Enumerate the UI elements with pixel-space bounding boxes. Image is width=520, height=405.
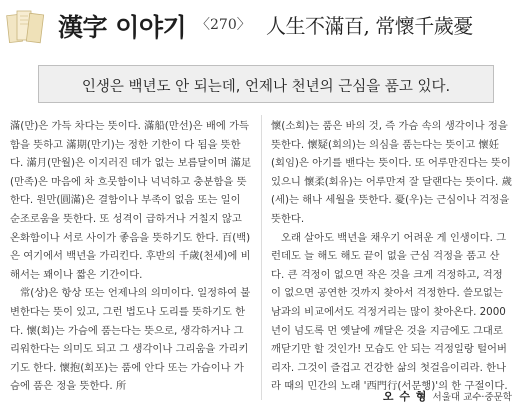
column-divider [261,115,262,400]
author-name: 오 수 형 [382,390,428,403]
body-column-left [10,117,253,396]
series-number: 〈270〉 [196,17,251,33]
body-paragraph: 滿(만)은 가득 차다는 뜻이다. 滿船(만선)은 배에 가득함을 뜻하고 滿期(만기)는 정한 기한이 다 됨을 뜻한다. 滿月(만월)은 이지러진 데가 없는 보름달이며 滿足(만족)은 마음에 차 흐뭇함이나 넉넉하고 충분함을 뜻한다. 원만(圓滿)은 결함이나 부족이 없음 또는 일이 순조로움을 뜻한다. 또 성격이 급하거나 거칠지 않고 온화함이나 서로 사이가 좋음을 뜻하기도 한다. 百(백)은 여기에서 백년을 가리킨다. 후반의 千歲(천세)에 비해서는 꽤이나 짧은 기간이다. [10,120,252,281]
subtitle-box [38,65,494,103]
body-paragraph: 常(상)은 항상 또는 언제나의 의미이다. 일정하여 불변한다는 뜻이 있고, 그런 법도나 도리를 뜻하기도 한다. 懷(회)는 가슴에 품는다는 뜻으로, 생각하거나 그리워한다는 의미도 되고 그 생각이나 그리움을 가리키기도 한다. 懷抱(회포)는 품에 안다 또는 가슴이나 가슴에 품은 정을 뜻한다. 所 [10,287,251,393]
body-paragraph: 懷(소회)는 품은 바의 것, 즉 가슴 속의 생각이나 정을 뜻한다. 懷疑(회의)는 의심을 품는다는 뜻이고 懷妊(회임)은 아기를 밴다는 뜻이다. 또 어루만진다는 뜻이 있으니 懷柔(회유)는 어루만져 잘 달랜다는 뜻이다. 歲(세)는 해나 세월을 뜻한다. 憂(우)는 근심이나 걱정을 뜻한다. [271,120,512,225]
series-title: 漢字 이야기 [58,13,187,42]
headline: 人生不滿百, 常懷千歲憂 [266,14,473,38]
subtitle: 인생은 백년도 안 되는데, 언제나 천년의 근심을 품고 있다. [81,79,451,95]
byline [383,385,512,404]
author-affiliation: 서울대 교수·중문학 [432,392,512,403]
body-paragraph: 오래 살아도 백년을 채우기 어려운 게 인생이다. 그런데도 늘 해도 해도 끝이 없을 근심 걱정을 품고 산다. 큰 걱정이 없으면 작은 것을 크게 걱정하고, 걱정이 없으면 공연한 것까지 찾아서 걱정한다. 쓸모없는 남과의 비교에서도 걱정거리는 많이 찾아온다. 2000년이 넘도록 먼 옛날에 깨달은 것을 지금에도 그대로 깨닫기만 할 것인가! 모습도 안 되는 걱정일랑 털어버리자. 그것이 즐겁고 건강한 삶의 첫걸음이리라. 한나라 때의 민간의 노래 '西門行(서문행)'의 한 구절이다. [271,231,508,393]
header [0,0,520,62]
scroll-book-icon [6,6,46,46]
body-column-right [271,117,512,396]
